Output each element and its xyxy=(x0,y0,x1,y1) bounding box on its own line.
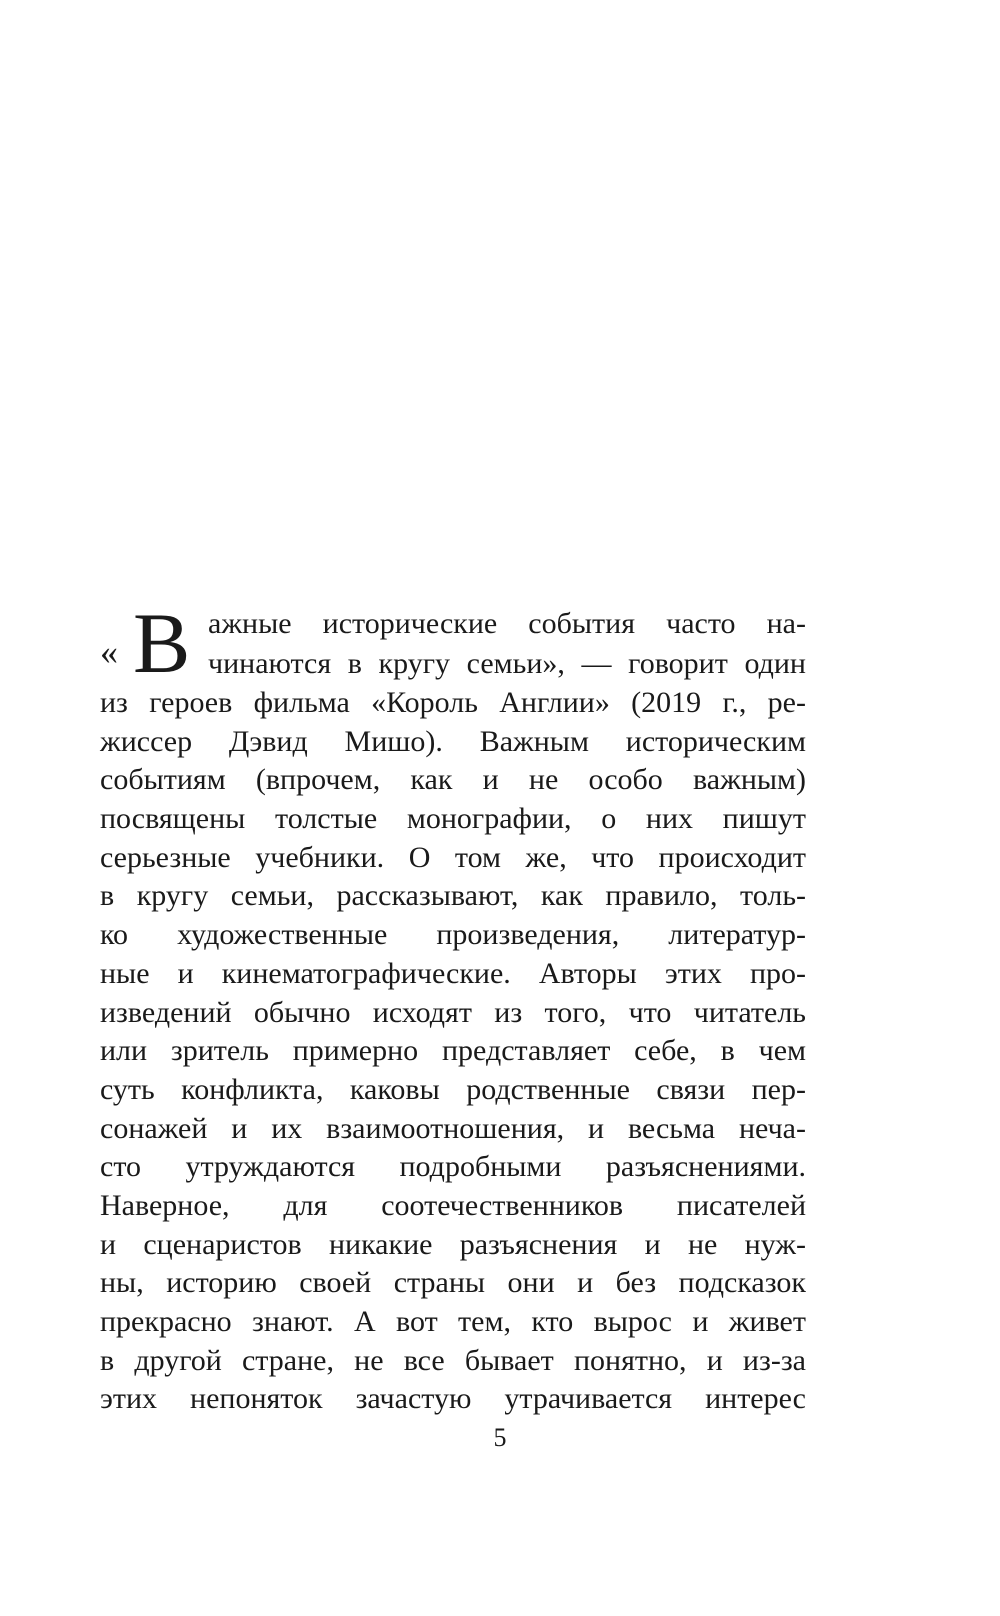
text-line: изведений обычно исходят из того, что читатель xyxy=(100,995,806,1029)
drop-cap-letter: В xyxy=(133,595,191,691)
text-line: из героев фильма «Король Англии» (2019 г., ре- xyxy=(100,686,806,719)
text-line-1: ажные исторические события часто на- xyxy=(208,607,806,640)
page-number: 5 xyxy=(493,1423,507,1452)
text-line-2: чинаются в кругу семьи», — говорит один xyxy=(208,647,806,680)
text-line: в другой стране, не все бывает понятно, и из-за xyxy=(100,1343,806,1377)
text-line: сонажей и их взаимоотношения, и весьма неча- xyxy=(100,1111,806,1145)
text-line: ко художественные произведения, литератур- xyxy=(100,918,806,952)
drop-cap-lines xyxy=(100,595,806,691)
text-line: событиям (впрочем, как и не особо важным) xyxy=(100,763,806,797)
opening-quote-mark: « xyxy=(100,632,116,672)
text-line: серьезные учебники. О том же, что происходит xyxy=(100,840,806,874)
text-line: или зритель примерно представляет себе, в чем xyxy=(100,1034,806,1068)
text-line: и сценаристов никакие разъяснения и не нуж- xyxy=(100,1227,806,1261)
text-line: в кругу семьи, рассказывают, как правило, толь- xyxy=(100,879,806,913)
text-line: этих непоняток зачастую утрачивается интерес xyxy=(100,1382,806,1416)
text-line: жиссер Дэвид Мишо). Важным историческим xyxy=(100,724,806,758)
text-line: Наверное, для соотечественников писателей xyxy=(100,1188,806,1222)
text-line: прекрасно знают. А вот тем, кто вырос и живет xyxy=(100,1305,806,1338)
text-line: ны, историю своей страны они и без подсказок xyxy=(100,1266,806,1300)
text-line: сто утруждаются подробными разъяснениями. xyxy=(100,1150,806,1184)
text-line: ные и кинематографические. Авторы этих про- xyxy=(100,956,806,990)
text-line: суть конфликта, каковы родственные связи пер- xyxy=(100,1072,806,1106)
text-line: посвящены толстые монографии, о них пишут xyxy=(100,802,806,836)
body-paragraph xyxy=(100,595,806,1419)
